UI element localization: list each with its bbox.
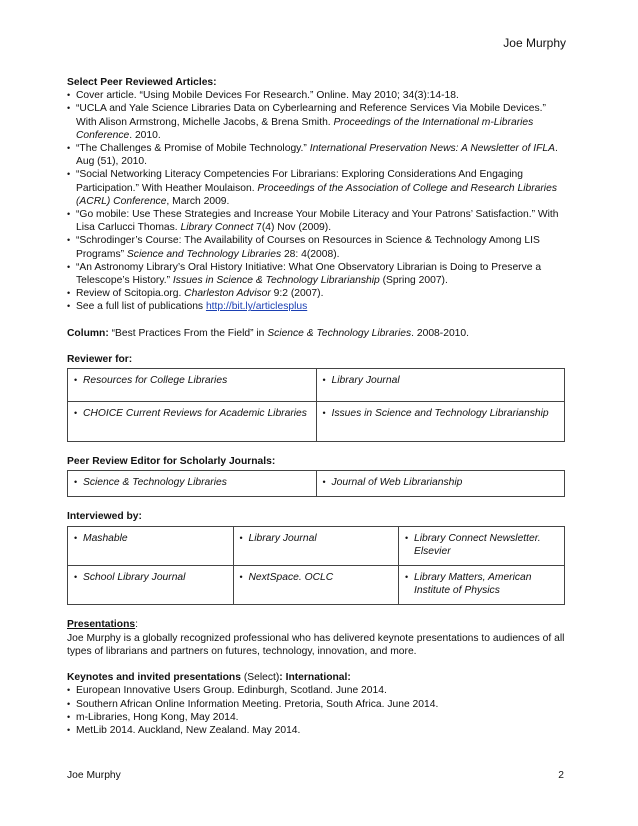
table-cell: • Resources for College Libraries: [74, 374, 310, 387]
table-cell: • Issues in Science and Technology Librarianship: [323, 407, 559, 420]
list-item: • Southern African Online Information Meeting. Pretoria, South Africa. June 2014.: [67, 698, 567, 711]
column-label: Column:: [67, 327, 109, 339]
list-item: • “Social Networking Literacy Competencies For Librarians: Exploring Considerations And Engaging Participation.” With Heather Moulaison. Proceedings of the Association of College and Research Libraries (ACRL) Conference, March 2009.: [67, 168, 567, 208]
reviewer-table: [67, 368, 565, 442]
keynotes-list: [67, 684, 567, 737]
list-item: • “Go mobile: Use These Strategies and Increase Your Mobile Literacy and Your Patrons’ Satisfaction.” With Lisa Carlucci Thomas. Library Connect 7(4) Nov (2009).: [67, 208, 567, 234]
presentations-text: Joe Murphy is a globally recognized professional who has delivered keynote presentations to audiences of all types of librarians and partners on futures, technology, innovation, and more.: [67, 632, 565, 657]
editor-title: Peer Review Editor for Scholarly Journals:: [67, 456, 276, 468]
table-cell: • CHOICE Current Reviews for Academic Libraries: [74, 407, 310, 420]
column-line: Column: “Best Practices From the Field” in Science & Technology Libraries. 2008-2010.: [67, 327, 469, 339]
list-item: • Cover article. “Using Mobile Devices For Research.” Online. May 2010; 34(3):14-18.: [67, 89, 567, 102]
table-cell: • Library Journal: [323, 374, 559, 387]
table-cell: • Science & Technology Libraries: [74, 476, 310, 489]
table-cell: • Library Matters, American Institute of Physics: [405, 571, 558, 597]
table-cell: • Library Journal: [240, 532, 393, 545]
list-item: • m-Libraries, Hong Kong, May 2014.: [67, 711, 567, 724]
table-cell: • Library Connect Newsletter. Elsevier: [405, 532, 558, 558]
publications-link[interactable]: http://bit.ly/articlesplus: [205, 301, 308, 313]
list-item: • European Innovative Users Group. Edinburgh, Scotland. June 2014.: [67, 684, 567, 697]
list-item: • Review of Scitopia.org. Charleston Advisor 9:2 (2007).: [67, 287, 567, 300]
list-item: • MetLib 2014. Auckland, New Zealand. May 2014.: [67, 724, 567, 737]
table-cell: • Mashable: [74, 532, 227, 545]
list-item: • “UCLA and Yale Science Libraries Data on Cyberlearning and Reference Services Via Mobile Devices.” With Alison Armstrong, Michelle Jacobs, & Brena Smith. Proceedings of the International m-Libraries Conference. 2010.: [67, 102, 567, 142]
reviewer-title: Reviewer for:: [67, 353, 133, 365]
keynotes-title: Keynotes and invited presentations (Select): International:: [67, 672, 351, 684]
articles-list: [67, 89, 567, 313]
interviewed-table: [67, 526, 565, 606]
table-cell: • NextSpace. OCLC: [240, 571, 393, 584]
articles-title: Select Peer Reviewed Articles:: [67, 77, 217, 88]
list-item: • “Schrodinger’s Course: The Availability of Courses on Resources in Science & Technology Among LIS Programs” Science and Technology Libraries 28: 4(2008).: [67, 234, 567, 260]
list-item: • See a full list of publications http://bit.ly/articlesplus: [67, 300, 567, 313]
list-item: • “An Astronomy Library’s Oral History Initiative: What One Observatory Librarian is Doing to Preserve a Telescope’s History.” Issues in Science & Technology Librarianship (Spring 2007).: [67, 261, 567, 287]
interviewed-title: Interviewed by:: [67, 511, 142, 523]
editor-table: [67, 470, 565, 497]
footer-name: Joe Murphy: [67, 770, 121, 781]
table-cell: • Journal of Web Librarianship: [323, 476, 559, 489]
presentations-title: Presentations:: [67, 619, 138, 631]
content: [67, 76, 567, 737]
list-item: • “The Challenges & Promise of Mobile Technology.” International Preservation News: A Newsletter of IFLA. Aug (51), 2010.: [67, 142, 567, 168]
table-cell: • School Library Journal: [74, 571, 227, 584]
header-name: Joe Murphy: [503, 36, 566, 50]
page-number: 2: [558, 770, 564, 781]
